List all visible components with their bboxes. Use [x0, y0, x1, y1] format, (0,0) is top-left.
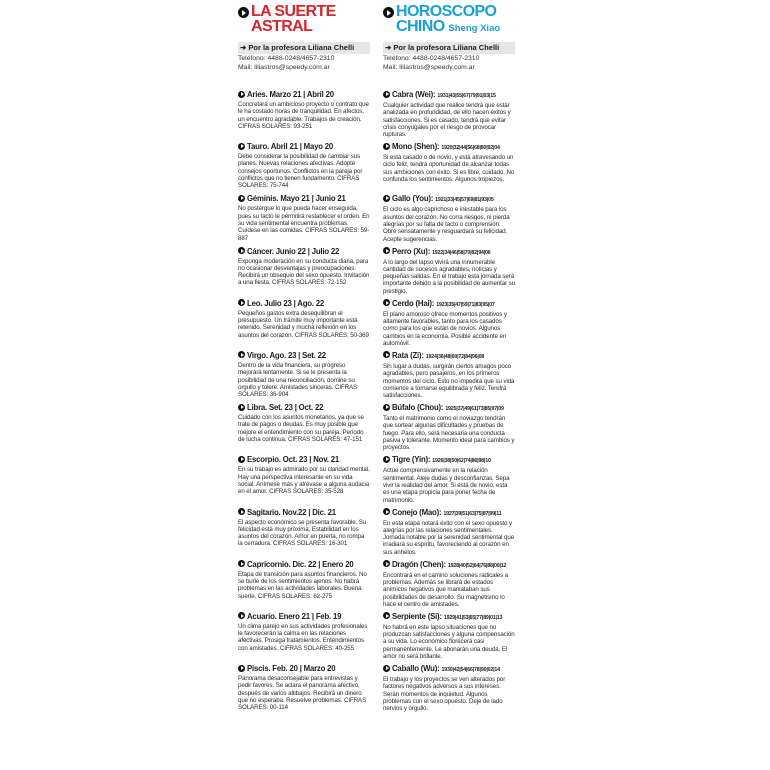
sign-heading	[383, 194, 515, 205]
sign-prediction: El trabajo y los proyectos se ven alterados por factores negativos adversos a sus intereses. Serán momentos de inquietud. Algunos problemas con el sexo opuesto. Deje de lado nervios y orgullo.	[383, 676, 506, 713]
sign-heading	[238, 90, 370, 100]
sign-years: 1923|35|47|59|71|83|95|07	[436, 301, 495, 308]
sign-prediction: Exponga moderación en su conducta diaria, para no ocasionar desventajas y preocupaciones. Recibirá un obsequio del sexo opuesto. Invitación a una fiesta. CIFRAS SOLARES: 72-152	[238, 257, 370, 287]
bullet-arrow-icon	[238, 612, 245, 619]
chinese-column	[383, 3, 515, 713]
bullet-arrow-icon	[383, 508, 390, 515]
sign-prediction: En esta etapa notará éxito con el sexo opuesto y alegrías por las relaciones sentimentales. Jornada notable por la serenidad sentimental que irradiará su espíritu, favoreciendo al corazón en sus anhelos.	[383, 519, 515, 556]
sign-dates: Nov.22 | Dic. 21	[282, 507, 336, 517]
sign-dates: Julio 23 | Ago. 22	[264, 298, 325, 308]
sign-name: Acuario.	[247, 611, 277, 621]
chinese-sign-entry	[383, 299, 515, 351]
chinese-sign-entry	[383, 612, 515, 664]
sign-name: Dragón (Chen):	[392, 559, 446, 569]
sign-name: Aries.	[247, 90, 268, 99]
bullet-arrow-icon	[238, 404, 245, 411]
sign-years: 1924|36|48|60|72|84|96|08	[425, 353, 485, 360]
zodiac-sign-entry	[238, 612, 370, 664]
sign-years: 1931|43|55|67|79|91|03|15	[437, 93, 496, 99]
sign-name: Cáncer.	[247, 246, 274, 256]
sign-prediction: Pequeños gastos extra desequilibran el presupuesto. Un trámite muy importante está retenido. Serenidad y mucha reflexión en los asuntos del corazón. CIFRAS SOLARES: 50-369	[238, 309, 369, 339]
chinese-subtitle: Sheng Xiao	[448, 23, 501, 34]
sign-prediction: Dentro de la vida financiera, su progreso mejorará lentamente. Si se le presenta la posibilidad de una reconciliación, domine su orgullo y tolere. Amistades sinceras. CIFRAS SOLARES: 36-904	[238, 361, 358, 399]
chinese-phone: Teléfono: 4488-0248/4657-2310	[383, 55, 480, 62]
sign-heading	[238, 455, 370, 465]
sign-prediction: Debe considerar la posibilidad de cambiar sus planes. Nuevas relaciones afectivas. Adopte consejos oportunos. Conflictos en la pareja por conflictos que no tienen fundamento. CIFRAS SOLARES: 75-744	[238, 153, 363, 190]
bullet-arrow-icon	[383, 143, 390, 150]
zodiac-sign-entry	[238, 142, 370, 194]
sign-heading	[383, 612, 515, 623]
sign-name: Capricornio.	[247, 559, 291, 569]
sign-years: 1930|42|54|66|78|90|02|14	[441, 667, 500, 674]
bullet-arrow-icon	[383, 247, 390, 254]
chinese-sign-entry	[383, 90, 515, 142]
sign-years: 1926|38|50|62|74|86|98|10	[432, 458, 491, 465]
bullet-arrow-icon	[238, 143, 245, 150]
bullet-arrow-icon	[238, 456, 245, 463]
sign-dates: Ago. 23 | Set. 22	[269, 350, 326, 360]
sign-years: 1920|32|44|56|68|80|92|04	[441, 145, 500, 152]
sign-heading	[383, 90, 515, 101]
sign-heading	[238, 299, 370, 309]
sign-name: Escorpio.	[247, 455, 281, 465]
sign-prediction: El plano amoroso ofrece momentos positivos y altamente favorables, tanto para los casados como para los que están de novios. Algunos cambios en la economía. Posible accidente en automóvil.	[383, 310, 507, 347]
sign-name: Leo.	[247, 298, 263, 308]
sign-dates: Set. 23 | Oct. 22	[269, 403, 324, 413]
sign-prediction: Sin lugar a dudas, surgirán ciertos amagos poco agradables, pero pasajeros, en los primeros momentos del ciclo. Esto no impedirá que su vida comience a tornarse equilibrada y feliz. Tendrá satisfacciones.	[383, 362, 515, 400]
sign-heading	[238, 508, 370, 518]
sign-name: Búfalo (Chou):	[392, 403, 444, 413]
sign-heading	[383, 247, 515, 258]
chinese-sign-entry	[383, 194, 515, 246]
chinese-mail: Mail: liliastros@speedy.com.ar	[383, 63, 475, 71]
astral-phone: Teléfono: 4488-0248/4657-2310	[238, 55, 335, 62]
bullet-arrow-icon	[238, 560, 245, 567]
sign-prediction: Actúe comprensivamente en la relación sentimental. Aleje dudas y desconfianzas. Sepa vivir la realidad del amor. Si está de novio, esta es una etapa propicia para poner fecha de matrimonio.	[383, 467, 510, 504]
sign-name: Rata (Zi):	[392, 350, 424, 360]
chinese-signs-list	[383, 90, 515, 716]
astral-mail: Mail: liliastros@speedy.com.ar	[238, 63, 330, 71]
sign-name: Serpiente (Si):	[392, 611, 442, 621]
sign-heading	[238, 351, 370, 361]
sign-heading	[238, 247, 370, 257]
bullet-arrow-icon	[383, 612, 390, 619]
zodiac-sign-entry	[238, 247, 370, 299]
chinese-sign-entry	[383, 664, 515, 716]
sign-heading	[383, 299, 515, 310]
sign-heading	[238, 403, 370, 413]
sign-years: 1929|41|53|65|77|89|01|13	[443, 614, 503, 621]
sign-prediction: Concretará un ambicioso proyecto o contrato que le ha costado horas de tranquilidad. En afectos, un encuentro agradable. Trabajos de creación. CIFRAS SOLARES: 93-251	[238, 101, 369, 130]
sign-heading	[238, 664, 370, 674]
astral-title: LA SUERTE ASTRAL	[251, 3, 336, 35]
sign-years: 1921|33|45|57|69|81|93|05	[435, 197, 494, 204]
play-arrow-icon	[383, 7, 394, 18]
sign-heading	[383, 455, 515, 466]
sign-dates: Marzo 21 | Abril 20	[269, 90, 334, 99]
chinese-sign-entry	[383, 142, 515, 194]
astral-signs-list	[238, 90, 370, 716]
bullet-arrow-icon	[238, 299, 245, 306]
sign-name: Cabra (Wei):	[392, 90, 436, 99]
sign-prediction: No postergue lo que pueda hacer enseguida, pues su tacto le permitirá restablecer el orden. En su vida sentimental encuentra problemas. Cuídese en las comidas. CIFRAS SOLARES: 59-887	[238, 205, 370, 242]
sign-heading	[383, 508, 515, 519]
sign-name: Libra.	[247, 403, 268, 413]
sign-prediction: Un clima parejo en sus actividades profesionales le favorecerán la calma en las relaciones afectivas. Prosiga tratamientos. Entendimientos con amistades. CIFRAS SOLARES: 40-255	[238, 622, 368, 652]
sign-name: Mono (Shen):	[392, 142, 440, 152]
sign-prediction: Cualquier actividad que realice tendrá que estar analizada en profundidad, de ello nacen éxitos y satisfacciones. Si es casado, tendrá que evitar crisis conyugales por el riesgo de provocar rupturas.	[383, 102, 511, 139]
sign-heading	[383, 142, 515, 153]
bullet-arrow-icon	[238, 508, 245, 515]
chinese-sign-entry	[383, 560, 515, 612]
bullet-arrow-icon	[383, 351, 390, 358]
bullet-arrow-icon	[383, 456, 390, 463]
sign-name: Piscis.	[247, 664, 271, 674]
zodiac-sign-entry	[238, 194, 370, 246]
sign-years: 1925|37|49|61|73|85|97|09	[445, 406, 504, 413]
sign-prediction: Tanto el matrimonio como el noviazgo tendrán que sortear algunas dificultades y pruebas de fuego. Para ello, será necesaria una conducta pasiva y tolerante. Momento ideal para cambios y proyectos.	[383, 415, 515, 452]
sign-dates: Junio 22 | Julio 22	[275, 246, 340, 256]
sign-prediction: A lo largo del lapso vivirá una innumerable cantidad de sucesos agradables, noticias y pequeñas salidas. En el trabajo esta jornada será importante debido a la posibilidad de aumentar su prestigio.	[383, 258, 515, 295]
sign-heading	[383, 351, 515, 362]
zodiac-sign-entry	[238, 560, 370, 612]
bullet-arrow-icon	[238, 247, 245, 254]
sign-name: Perro (Xu):	[392, 246, 431, 256]
sign-years: 1927|39|51|63|75|87|99|11	[443, 510, 502, 517]
sign-heading	[383, 664, 515, 675]
bullet-arrow-icon	[238, 91, 245, 98]
bullet-arrow-icon	[238, 665, 245, 672]
sign-prediction: El ciclo es algo caprichoso e inestable para los asuntos del corazón. No corra riesgos, ni pierda alegrías por su falta de tacto o comprensión. Obre sensatamente y resguardará su felicidad. Acepte sugerencias.	[383, 206, 510, 243]
bullet-arrow-icon	[383, 665, 390, 672]
sign-prediction: Encontrará en el camino soluciones radicales a problemas. Además se librará de estados anímicos negativos que maniataban sus posibilidades de desarrollo. Su magnetismo lo hace el centro de amistades.	[383, 571, 509, 608]
bullet-arrow-icon	[383, 560, 390, 567]
sign-prediction: No habrá en este lapso situaciones que no produzcan satisfacciones y alguna compensación a su vida. Lo económico florecerá casi permanentemente. Le abonarán una deuda. El amor no será brillante.	[383, 623, 515, 661]
bullet-arrow-icon	[383, 195, 390, 202]
sign-name: Conejo (Mao):	[392, 507, 442, 517]
astral-column	[238, 3, 370, 712]
sign-heading	[383, 560, 515, 571]
zodiac-sign-entry	[238, 664, 370, 716]
zodiac-sign-entry	[238, 455, 370, 507]
zodiac-sign-entry	[238, 403, 370, 455]
sign-prediction: Panorama desaconsejable para entrevistas y pedir favores. Se aclara el panorama afectivo, después de varios altibajos. Recibirá un dinero que no esperaba. Resuelve problemas. CIFRAS SOLARES: 00-114	[238, 675, 367, 712]
zodiac-sign-entry	[238, 351, 370, 403]
sign-dates: Feb. 20 | Marzo 20	[272, 664, 336, 674]
sign-heading	[238, 612, 370, 622]
sign-prediction: Cuidado con los asuntos monetarios, ya que se trate de pagos o deudas. Es muy posible que mejore el entendimiento con su pareja. Período de lucha continua. CIFRAS SOLARES: 47-151	[238, 414, 364, 444]
astral-author: ➜ Por la profesora Liliana Chelli	[238, 42, 370, 54]
bullet-arrow-icon	[238, 351, 245, 358]
astral-header	[238, 3, 370, 42]
bullet-arrow-icon	[383, 404, 390, 411]
sign-prediction: En su trabajo es admirado por su claridad mental. Hay una perspectiva interesante en su vida social. Anímese más y atrévase a alguna audacia en el amor. CIFRAS SOLARES: 35-528	[238, 466, 370, 496]
sign-name: Tigre (Yin):	[392, 455, 431, 465]
sign-name: Gallo (You):	[392, 194, 434, 204]
chinese-sign-entry	[383, 351, 515, 403]
sign-dates: Oct. 23 | Nov. 21	[282, 455, 339, 465]
play-arrow-icon	[238, 7, 249, 18]
sign-prediction: Si está casado o de novio, y está atravesando un ciclo feliz, tendrá oportunidad de alcanzar todas sus ambiciones con éxito. Si es libre, cuidado. No confunda los sentimientos. Algunos tropiezos.	[383, 154, 515, 184]
sign-heading	[238, 194, 370, 204]
sign-name: Géminis.	[247, 194, 279, 204]
sign-name: Caballo (Wu):	[392, 664, 440, 674]
zodiac-sign-entry	[238, 299, 370, 351]
bullet-arrow-icon	[238, 195, 245, 202]
chinese-sign-entry	[383, 403, 515, 455]
sign-name: Sagitario.	[247, 507, 281, 517]
zodiac-sign-entry	[238, 90, 370, 142]
chinese-sign-entry	[383, 508, 515, 560]
sign-dates: Enero 21 | Feb. 19	[278, 611, 342, 621]
sign-dates: Mayo 21 | Junio 21	[280, 194, 346, 204]
sign-heading	[383, 403, 515, 414]
chinese-author: ➜ Por la profesora Liliana Chelli	[383, 42, 515, 54]
sign-name: Virgo.	[247, 350, 268, 360]
sign-years: 1922|34|46|58|70|82|94|06	[432, 249, 491, 256]
sign-dates: Dic. 22 | Enero 20	[292, 559, 354, 569]
sign-name: Cerdo (Hai):	[392, 298, 435, 308]
sign-years: 1928|40|52|64|76|88|00|12	[447, 562, 507, 569]
chinese-sign-entry	[383, 455, 515, 507]
sign-heading	[238, 142, 370, 152]
chinese-sign-entry	[383, 247, 515, 299]
sign-dates: Abril 21 | Mayo 20	[270, 142, 334, 152]
sign-prediction: El aspecto económico se presenta favorable. Su felicidad está muy próxima. Estabilidad en los asuntos del corazón. Amor en puerta, no rompa la cerradura. CIFRAS SOLARES: 16-301	[238, 518, 367, 548]
sign-heading	[238, 560, 370, 570]
bullet-arrow-icon	[383, 91, 390, 98]
sign-name: Tauro.	[247, 142, 270, 152]
sign-prediction: Etapa de transición para asuntos financieros. No se burle de los sentimientos ajenos. No habrá problemas en las actividades laborales. Buena suerte. CIFRAS SOLARES: 62-275	[238, 570, 367, 600]
zodiac-sign-entry	[238, 508, 370, 560]
chinese-title: HOROSCOPO CHINO Sheng Xiao	[396, 3, 501, 35]
bullet-arrow-icon	[383, 299, 390, 306]
chinese-header	[383, 3, 515, 42]
